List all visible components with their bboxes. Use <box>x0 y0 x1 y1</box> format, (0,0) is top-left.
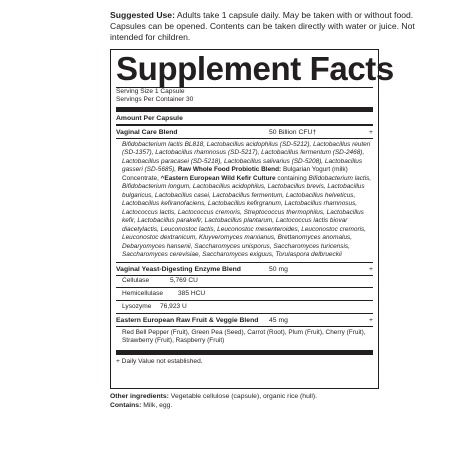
blend-dv: + <box>369 316 373 324</box>
other-ingredients-label: Other ingredients: <box>110 393 169 400</box>
enzyme-amount: 385 HCU <box>178 289 206 297</box>
blend-ingredients <box>116 139 373 262</box>
blend-row-vaginal-care <box>116 126 373 138</box>
panel-title: Supplement Facts <box>116 50 394 87</box>
other-ingredients <box>110 392 450 410</box>
yogurt-text: Bulgarian Yogurt (milk) Concentrate, <box>122 166 348 182</box>
blend-amount: 50 mg <box>269 265 288 273</box>
containing-text: containing <box>275 174 309 182</box>
suggested-use-label: Suggested Use: <box>110 10 175 20</box>
other-ingredients-text: Vegetable cellulose (capsule), organic rice (hull). <box>168 393 318 400</box>
dv-footnote: + Daily Value not established. <box>116 357 203 365</box>
enzyme-name: Lysozyme <box>122 302 152 310</box>
enzyme-name: Hemicellulase <box>122 289 164 297</box>
kefir-strains: Bifidobacterium lactis, Bifidobacterium longum, Lactobacillus acidophilus, Lactobacillus brevis, Lactobacillus bulgaricus, Lactobacillus casei, Lactobacillus fermentum, Lactobacillus helveticus, Lactobacillus kefiranofaciens, Lactobacillus kefirgranum, Lactobacillus rhamnosus, Lactococcus lactis, Lactococcus cremoris, Streptococcus thermophilus, Lactobacillus kefir, Lactobacillus parakefir, Lactobacillus plantarum, Lactococcus lactis biovar diacetylactis, Leuconostoc lactis, Leuconostoc mesenteroides, Leuconostoc cremoris, Leuconostoc dextranicum, Kluyveromyces marxianus, Brettanomyces anomalus, Debaryomyces hansenii, Saccharomyces unisporus, Saccharomyces turicensis, Saccharomyces cerevisiae, Saccharomyces exiguus, Torulaspora delbrueckii <box>122 174 372 259</box>
serving-size: Serving Size 1 Capsule <box>116 88 185 95</box>
contains-text: Milk, egg. <box>141 402 173 409</box>
probiotic-strains: Bifidobacterium lactis BL818, Lactobacillus acidophilus (SD-5212), Lactobacillus reuteri (SD-1357), Lactobacillus rhamnosus (SD-5217), Lactobacillus fermentum (SD-2468), Lactobacillus paracasei (SD-5218), Lactobacillus salivarius (SD-5208), Lactobacillus gasseri (SD-5685), <box>122 140 371 174</box>
suggested-use-body: Adults take 1 capsule daily. May be taken with or without food. Capsules can be opened. Contents can be taken directly with water or juice. Not intended for children. <box>110 10 415 43</box>
blend-ingredients: Red Bell Pepper (Fruit), Green Pea (Seed), Carrot (Root), Plum (Fruit), Cherry (Fruit), Strawberry (Fruit), Raspberry (Fruit) <box>122 328 366 345</box>
servings-per-container: Servings Per Container 30 <box>116 96 194 104</box>
enzyme-row-lysozyme <box>116 301 373 313</box>
contains-label: Contains: <box>110 402 142 409</box>
enzyme-row-cellulase <box>116 276 373 288</box>
blend-dv: + <box>369 128 373 136</box>
blend-name: Vaginal Yeast-Digesting Enzyme Blend <box>116 265 241 273</box>
enzyme-amount: 76,923 U <box>160 302 187 310</box>
blend-row-fruit-veggie <box>116 314 373 326</box>
enzyme-amount: 5,769 CU <box>170 277 198 285</box>
blend-dv: + <box>369 265 373 273</box>
other-ingredients-line <box>110 392 450 401</box>
blend-name: Eastern European Raw Fruit & Veggie Blend <box>116 316 259 324</box>
amount-header: Amount Per Capsule <box>116 114 183 122</box>
blend-name: Vaginal Care Blend <box>116 128 178 136</box>
kefir-label: ^Eastern European Wild Kefir Culture <box>158 174 276 182</box>
enzyme-name: Cellulase <box>122 277 150 285</box>
blend-amount: 45 mg <box>269 316 288 324</box>
supplement-facts-panel <box>110 49 394 389</box>
blend-row-enzyme <box>116 263 373 275</box>
raw-blend-label: Raw Whole Food Probiotic Blend: <box>176 166 282 174</box>
suggested-use-text <box>110 10 450 44</box>
contains-line <box>110 401 450 410</box>
enzyme-row-hemicellulase <box>116 288 373 300</box>
blend-amount: 50 Billion CFU† <box>269 128 317 136</box>
